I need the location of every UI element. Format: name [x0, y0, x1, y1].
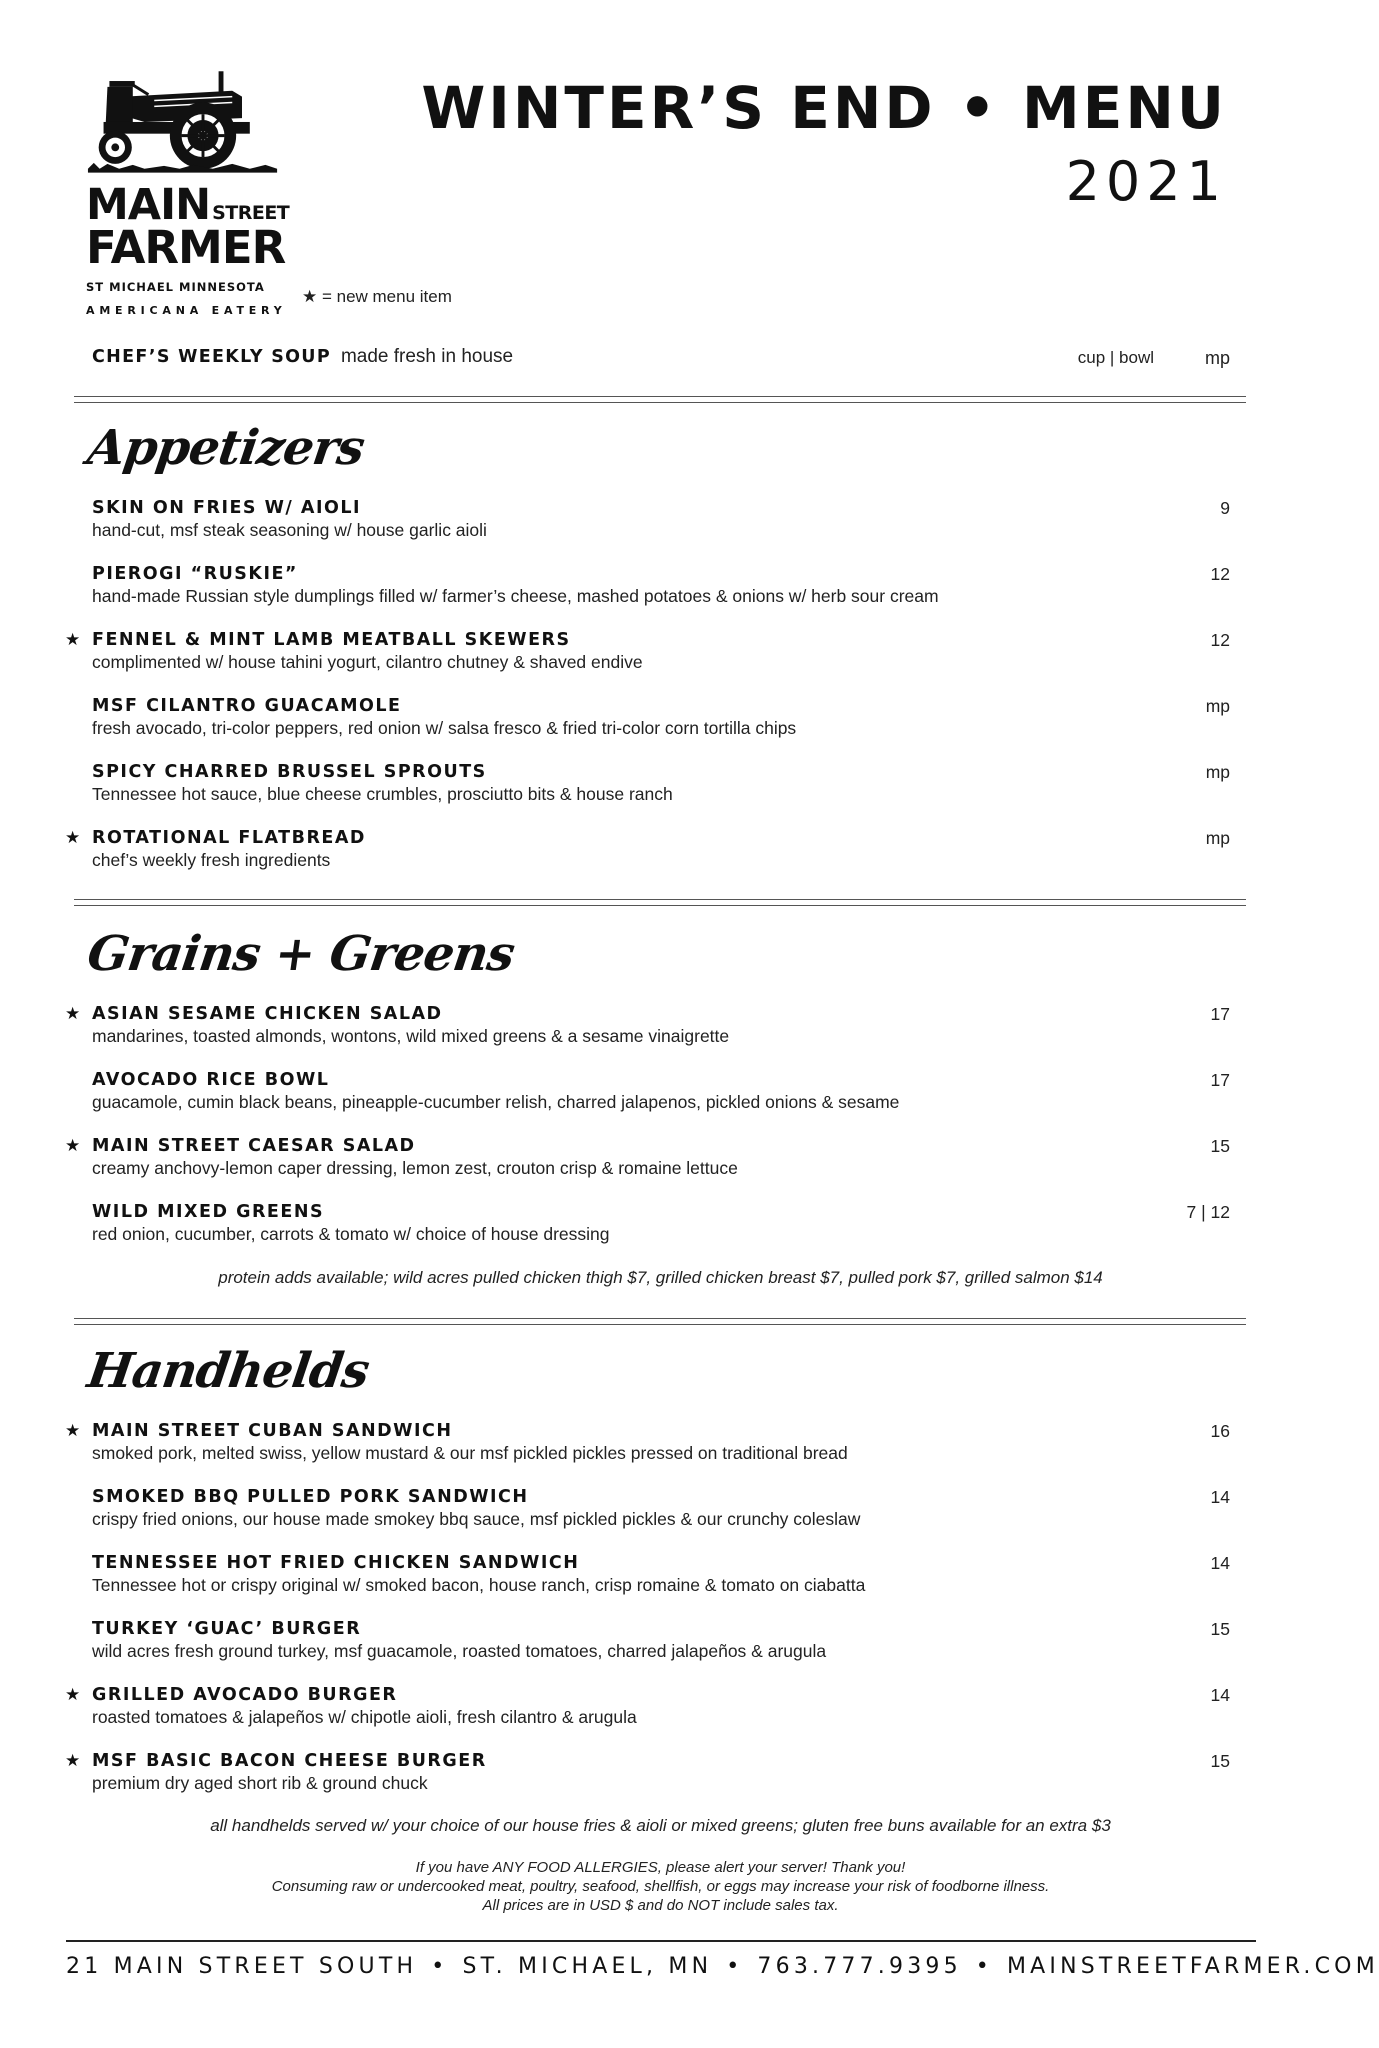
menu-item [92, 761, 1230, 805]
item-price: 12 [1210, 564, 1230, 584]
menu-year: 2021 [1065, 150, 1227, 213]
item-description: hand-cut, msf steak seasoning w/ house garlic aioli [92, 520, 487, 540]
item-price: 7 | 12 [1186, 1202, 1230, 1222]
item-description: premium dry aged short rib & ground chuck [92, 1773, 428, 1793]
item-description: Tennessee hot or crispy original w/ smoked bacon, house ranch, crisp romaine & tomato on ciabatta [92, 1575, 866, 1595]
new-item-star-icon: ★ [65, 828, 81, 847]
menu-item [65, 827, 1230, 871]
footer-address: 21 MAIN STREET SOUTH [66, 1954, 418, 1979]
soup-name: CHEF’S WEEKLY SOUP [92, 347, 331, 367]
protein-adds-note: protein adds available; wild acres pulled chicken thigh $7, grilled chicken breast $7, pulled pork $7, grilled salmon $14 [218, 1268, 1103, 1287]
footer-divider [66, 1940, 1256, 1942]
tractor-icon [86, 66, 281, 176]
menu-item [92, 1552, 1230, 1596]
item-name: WILD MIXED GREENS [92, 1202, 325, 1222]
section-divider [74, 1318, 1246, 1325]
item-description: red onion, cucumber, carrots & tomato w/ choice of house dressing [92, 1224, 610, 1244]
brand-main: MAIN [86, 180, 211, 230]
item-name: MAIN STREET CUBAN SANDWICH [92, 1421, 453, 1441]
footer [66, 1954, 1379, 1979]
item-name: MAIN STREET CAESAR SALAD [92, 1136, 416, 1156]
item-price: 15 [1210, 1136, 1230, 1156]
item-description: complimented w/ house tahini yogurt, cilantro chutney & shaved endive [92, 652, 643, 672]
menu-item [92, 1486, 1230, 1530]
item-price: 14 [1210, 1487, 1230, 1507]
menu-item [92, 695, 1230, 739]
item-description: crispy fried onions, our house made smokey bbq sauce, msf pickled pickles & our crunchy coleslaw [92, 1509, 861, 1529]
item-price: mp [1205, 696, 1230, 716]
item-description: smoked pork, melted swiss, yellow mustard & our msf pickled pickles pressed on traditional bread [92, 1443, 848, 1463]
item-price: 15 [1210, 1751, 1230, 1771]
soup-row [92, 346, 1230, 374]
footer-separator: • [726, 1954, 744, 1979]
soup-sizes: cup | bowl [1077, 348, 1154, 367]
menu-item [65, 1135, 1230, 1179]
section-title-appetizers: Appetizers [84, 420, 368, 476]
item-price: 15 [1210, 1619, 1230, 1639]
item-price: 14 [1210, 1553, 1230, 1573]
footer-separator: • [431, 1954, 449, 1979]
menu-item [92, 1618, 1230, 1662]
brand-logo [86, 66, 290, 317]
new-item-star-icon: ★ [65, 1136, 81, 1155]
item-name: SKIN ON FRIES W/ AIOLI [92, 498, 362, 518]
brand-location: ST MICHAEL MINNESOTA [86, 280, 265, 294]
item-price: mp [1205, 828, 1230, 848]
item-name: TENNESSEE HOT FRIED CHICKEN SANDWICH [92, 1553, 580, 1573]
menu-item [92, 1201, 1230, 1245]
new-item-legend: ★ = new menu item [302, 287, 452, 306]
item-description: mandarines, toasted almonds, wontons, wild mixed greens & a sesame vinaigrette [92, 1026, 730, 1046]
item-name: ROTATIONAL FLATBREAD [92, 828, 366, 848]
brand-farmer: FARMER [86, 221, 286, 274]
item-price: mp [1205, 762, 1230, 782]
menu-item [92, 563, 1230, 607]
menu-item [65, 1420, 1230, 1464]
handhelds-note: all handhelds served w/ your choice of our house fries & aioli or mixed greens; gluten free buns available for an extra $3 [210, 1816, 1111, 1835]
foodborne-illness-notice: Consuming raw or undercooked meat, poultry, seafood, shellfish, or eggs may increase your risk of foodborne illness. [271, 1878, 1050, 1895]
section-title-handhelds: Handhelds [84, 1343, 373, 1399]
item-name: SPICY CHARRED BRUSSEL SPROUTS [92, 762, 487, 782]
brand-street: STREET [212, 202, 290, 224]
item-price: 14 [1210, 1685, 1230, 1705]
item-description: wild acres fresh ground turkey, msf guacamole, roasted tomatoes, charred jalapeños & arugula [92, 1641, 827, 1661]
menu-item [92, 497, 1230, 541]
menu-item [65, 1003, 1230, 1047]
new-item-star-icon: ★ [65, 630, 81, 649]
item-description: guacamole, cumin black beans, pineapple-cucumber relish, charred jalapenos, pickled onions & sesame [92, 1092, 900, 1112]
item-description: creamy anchovy-lemon caper dressing, lemon zest, crouton crisp & romaine lettuce [92, 1158, 738, 1178]
section-divider [74, 899, 1246, 906]
menu-title: WINTER’S END • MENU [421, 74, 1227, 142]
new-item-star-icon: ★ [65, 1004, 81, 1023]
item-name: TURKEY ‘GUAC’ BURGER [92, 1619, 362, 1639]
item-name: ASIAN SESAME CHICKEN SALAD [92, 1004, 443, 1024]
new-item-star-icon: ★ [65, 1685, 81, 1704]
section-divider [74, 396, 1246, 403]
footer-separator: • [975, 1954, 993, 1979]
item-price: 12 [1210, 630, 1230, 650]
item-name: MSF BASIC BACON CHEESE BURGER [92, 1751, 487, 1771]
footer-phone[interactable]: 763.777.9395 [757, 1954, 962, 1979]
item-description: fresh avocado, tri-color peppers, red onion w/ salsa fresco & fried tri-color corn tortilla chips [92, 718, 797, 738]
prices-notice: All prices are in USD $ and do NOT include sales tax. [482, 1897, 839, 1914]
item-price: 17 [1210, 1070, 1230, 1090]
item-description: hand-made Russian style dumplings filled w/ farmer’s cheese, mashed potatoes & onions w/ herb sour cream [92, 586, 939, 606]
soup-description: made fresh in house [340, 346, 514, 367]
item-name: PIEROGI “RUSKIE” [92, 564, 298, 584]
item-name: FENNEL & MINT LAMB MEATBALL SKEWERS [92, 630, 571, 650]
menu-item [92, 1069, 1230, 1113]
menu-item [65, 1684, 1230, 1728]
item-price: 9 [1220, 498, 1230, 518]
item-name: GRILLED AVOCADO BURGER [92, 1685, 398, 1705]
item-price: 16 [1210, 1421, 1230, 1441]
brand-tagline: AMERICANA EATERY [86, 304, 287, 317]
item-name: AVOCADO RICE BOWL [92, 1070, 330, 1090]
item-description: chef’s weekly fresh ingredients [92, 850, 331, 870]
menu-item [65, 629, 1230, 673]
footer-city: ST. MICHAEL, MN [462, 1954, 713, 1979]
item-description: Tennessee hot sauce, blue cheese crumbles, prosciutto bits & house ranch [92, 784, 673, 804]
soup-price: mp [1204, 348, 1230, 368]
item-description: roasted tomatoes & jalapeños w/ chipotle aioli, fresh cilantro & arugula [92, 1707, 637, 1727]
new-item-star-icon: ★ [65, 1421, 81, 1440]
new-item-star-icon: ★ [65, 1751, 81, 1770]
item-name: SMOKED BBQ PULLED PORK SANDWICH [92, 1487, 529, 1507]
menu-item [65, 1750, 1230, 1794]
footer-website-link[interactable]: MAINSTREETFARMER.COM [1006, 1954, 1379, 1979]
section-title-grains-greens: Grains + Greens [84, 926, 518, 982]
item-price: 17 [1210, 1004, 1230, 1024]
item-name: MSF CILANTRO GUACAMOLE [92, 696, 402, 716]
allergy-notice: If you have ANY FOOD ALLERGIES, please alert your server! Thank you! [415, 1859, 906, 1876]
